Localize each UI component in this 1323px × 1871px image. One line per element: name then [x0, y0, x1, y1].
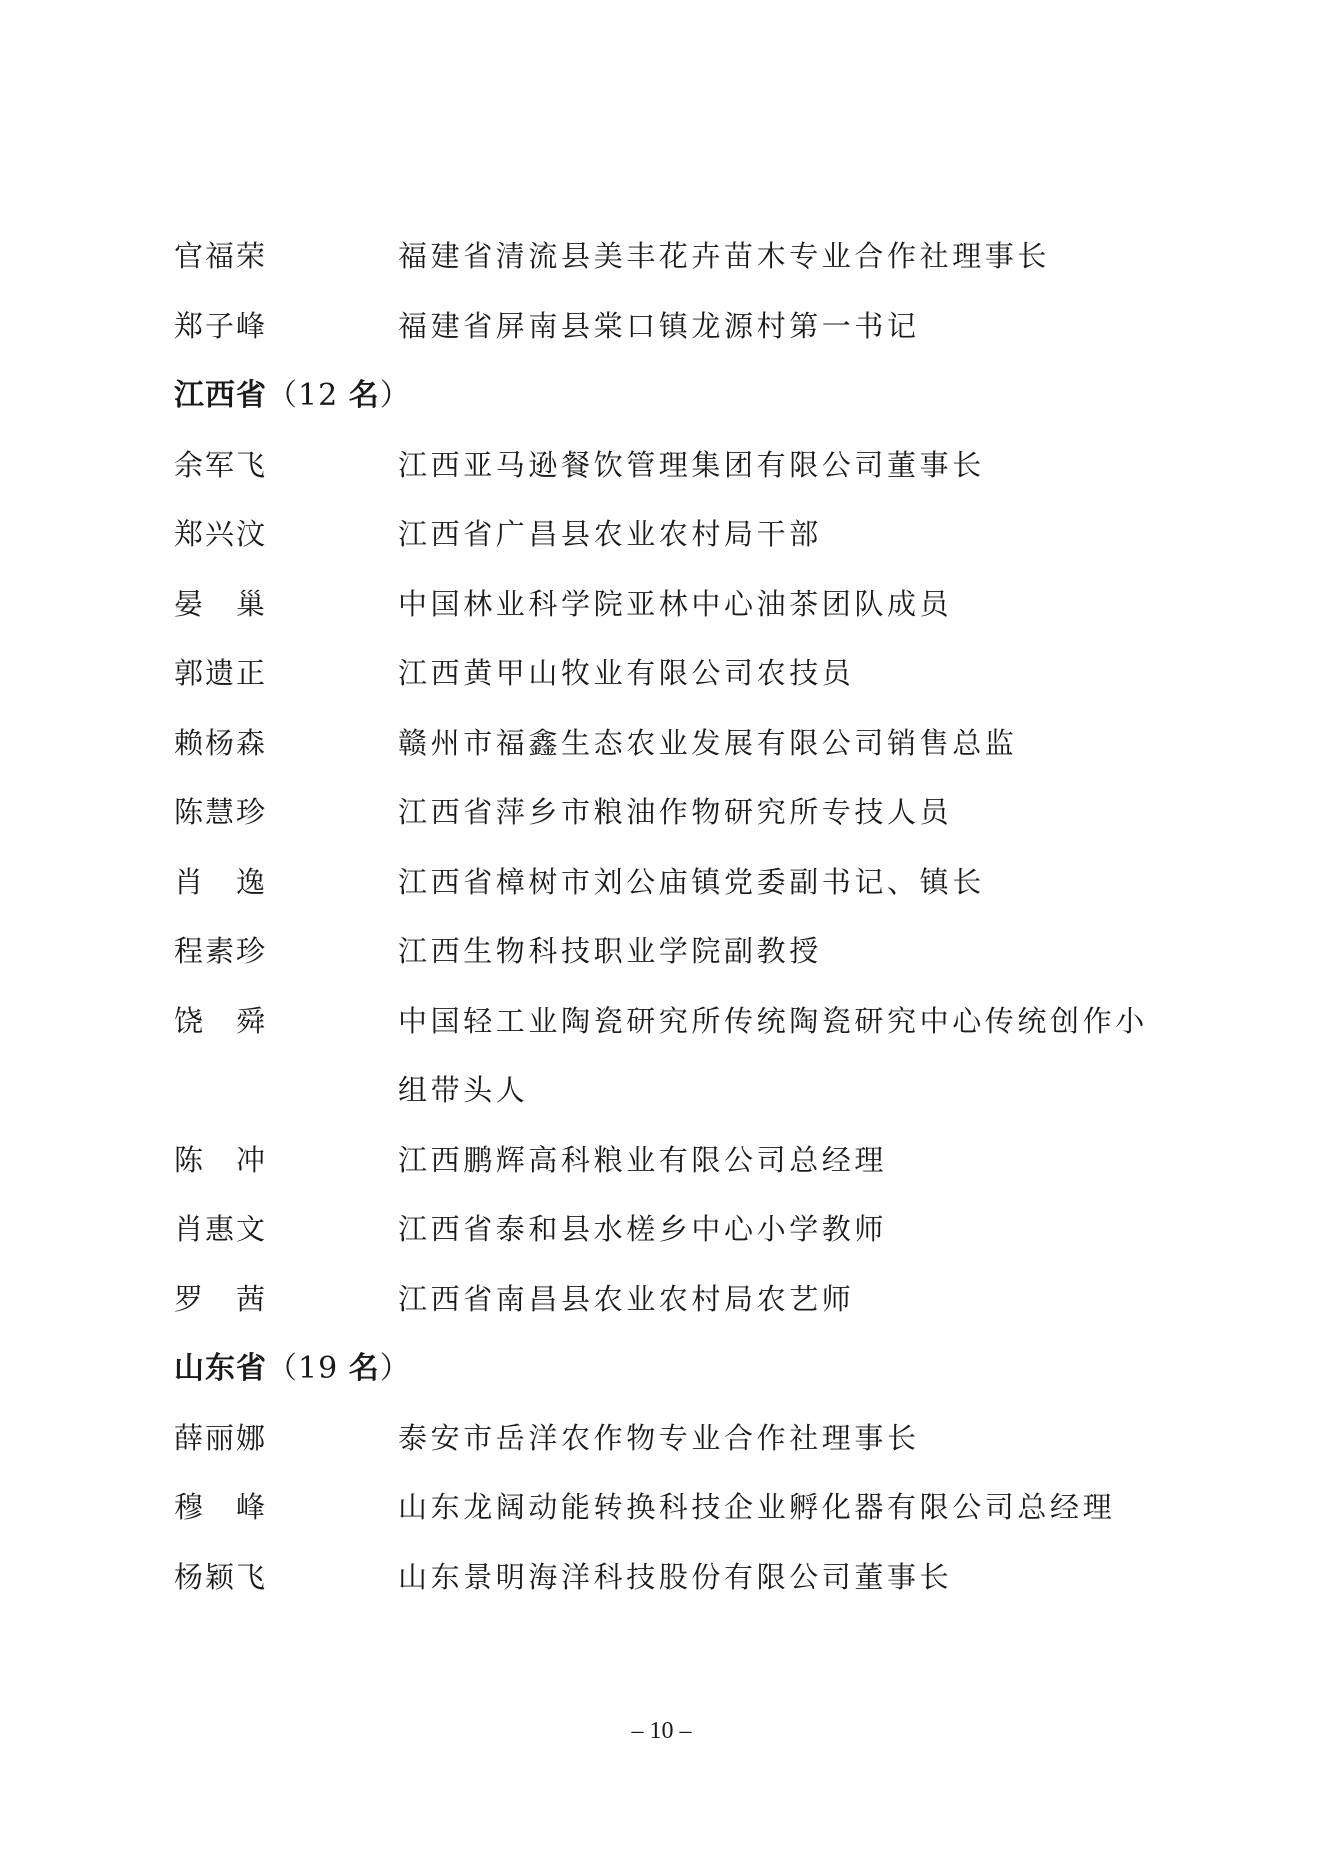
list-item: [174, 431, 1174, 501]
list-item: [174, 917, 1174, 987]
person-role: 福建省清流县美丰花卉苗木专业合作社理事长: [398, 239, 1051, 273]
list-item: [174, 1126, 1174, 1196]
person-name: 陈 冲: [174, 1142, 268, 1177]
list-item: [174, 222, 1174, 292]
person-name: 程素珍: [174, 934, 268, 968]
list-item: [174, 292, 1174, 362]
person-name: 郑子峰: [174, 308, 268, 343]
list-item: [174, 570, 1174, 640]
person-role: 江西省广昌县农业农村局干部: [398, 517, 822, 551]
person-role: 福建省屏南县棠口镇龙源村第一书记: [398, 308, 920, 343]
person-role: 江西鹏辉高科粮业有限公司总经理: [398, 1142, 888, 1177]
person-name: 穆 峰: [174, 1490, 268, 1524]
person-name: 肖 逸: [174, 864, 268, 899]
person-role: 江西亚马逊餐饮管理集团有限公司董事长: [398, 447, 985, 482]
person-name: 薛丽娜: [174, 1420, 268, 1455]
province-name: 江西省: [174, 378, 267, 413]
list-item: [174, 848, 1174, 918]
person-name: 饶 舜: [174, 1003, 268, 1038]
person-role: 江西省南昌县农业农村局农艺师: [398, 1281, 855, 1316]
page-number: – 10 –: [631, 1718, 692, 1744]
list-item: [174, 1543, 1174, 1613]
section-heading-jiangxi: [174, 361, 1174, 431]
person-role: 山东景明海洋科技股份有限公司董事长: [398, 1559, 953, 1594]
person-role: 江西省樟树市刘公庙镇党委副书记、镇长: [398, 864, 985, 899]
list-item: [174, 1404, 1174, 1474]
quota-count: （12 名）: [267, 378, 411, 413]
person-name: 郑兴汶: [174, 517, 268, 551]
list-item: [174, 1473, 1174, 1543]
province-name: 山东省: [174, 1351, 267, 1386]
person-role: 中国林业科学院亚林中心油茶团队成员: [398, 586, 953, 621]
person-name: 晏 巢: [174, 586, 268, 621]
list-item: [174, 500, 1174, 570]
list-item: [174, 1265, 1174, 1335]
person-role: 赣州市福鑫生态农业发展有限公司销售总监: [398, 725, 1018, 760]
person-role: 泰安市岳洋农作物专业合作社理事长: [398, 1420, 920, 1455]
quota-count: （19 名）: [267, 1351, 411, 1386]
person-name: 罗 茜: [174, 1281, 268, 1316]
person-name: 余军飞: [174, 447, 268, 482]
award-list: [174, 222, 1174, 1612]
list-item: [174, 778, 1174, 848]
person-name: 杨颖飞: [174, 1559, 268, 1594]
person-role: 江西省萍乡市粮油作物研究所专技人员: [398, 795, 953, 829]
person-name: 肖惠文: [174, 1212, 268, 1246]
person-role: 江西黄甲山牧业有限公司农技员: [398, 656, 855, 690]
person-role: 中国轻工业陶瓷研究所传统陶瓷研究中心传统创作小组带头人: [398, 1003, 1148, 1107]
section-heading-shandong: [174, 1334, 1174, 1404]
list-item: [174, 1195, 1174, 1265]
person-name: 郭遗正: [174, 656, 268, 690]
person-name: 陈慧珍: [174, 795, 268, 829]
person-role: 江西生物科技职业学院副教授: [398, 934, 822, 968]
list-item: [174, 639, 1174, 709]
person-name: 赖杨森: [174, 725, 268, 760]
person-name: 官福荣: [174, 239, 268, 273]
person-role: 江西省泰和县水槎乡中心小学教师: [398, 1212, 888, 1246]
list-item: [174, 987, 1174, 1126]
list-item: [174, 709, 1174, 779]
person-role: 山东龙阔动能转换科技企业孵化器有限公司总经理: [398, 1490, 1116, 1524]
